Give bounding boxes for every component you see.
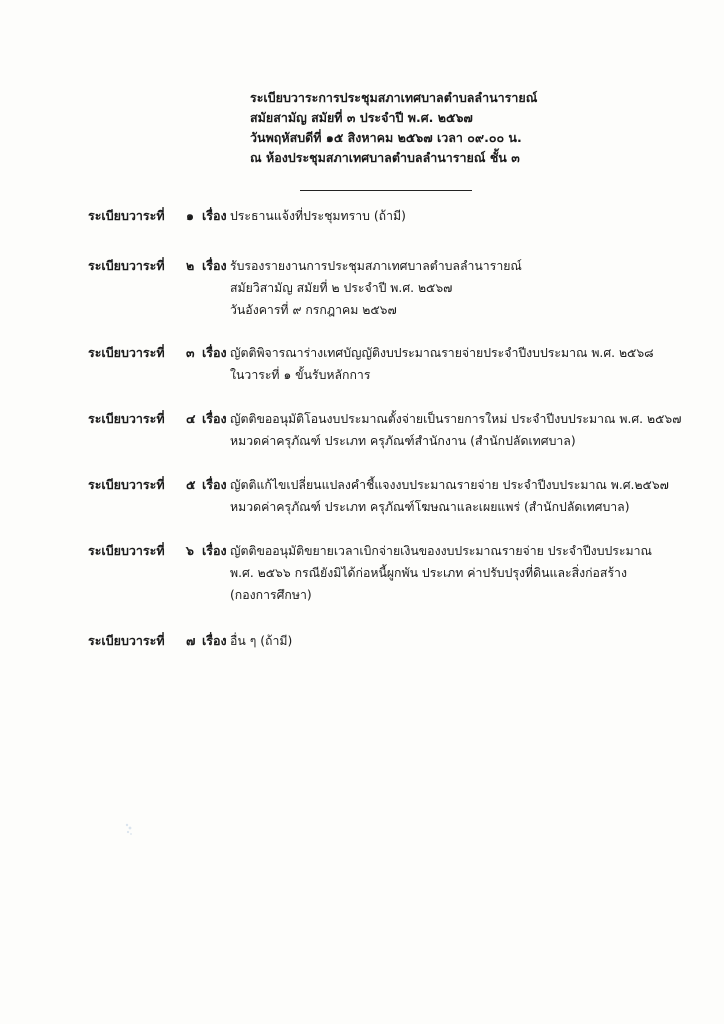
agenda-number: ๔ — [186, 411, 196, 426]
subject-label: เรื่อง — [202, 258, 227, 273]
agenda-line: ประธานแจ้งที่ประชุมทราบ (ถ้ามี) — [230, 209, 406, 223]
agenda-line: ญัตติพิจารณาร่างเทศบัญญัติงบประมาณรายจ่ายประจำปีงบประมาณ พ.ศ. ๒๕๖๘ — [230, 346, 654, 360]
agenda-line: หมวดค่าครุภัณฑ์ ประเภท ครุภัณฑ์สำนักงาน (สำนักปลัดเทศบาล) — [230, 434, 576, 448]
header-date-time: วันพฤหัสบดีที่ ๑๕ สิงหาคม ๒๕๖๗ เวลา ๐๙.๐๐ น. — [250, 130, 522, 145]
subject-label: เรื่อง — [202, 411, 227, 426]
agenda-line: อื่น ๆ (ถ้ามี) — [230, 634, 293, 648]
scan-smudge — [124, 822, 134, 836]
agenda-label: ระเบียบวาระที่ — [88, 208, 165, 223]
subject-label: เรื่อง — [202, 477, 227, 492]
agenda-item-body — [230, 474, 680, 518]
header-title: ระเบียบวาระการประชุมสภาเทศบาลตำบลลำนารายณ์ — [250, 90, 538, 105]
agenda-number: ๑ — [186, 208, 194, 223]
agenda-item-body — [230, 255, 680, 321]
agenda-line: ญัตติขออนุมัติโอนงบประมาณตั้งจ่ายเป็นรายการใหม่ ประจำปีงบประมาณ พ.ศ. ๒๕๖๗ — [230, 412, 682, 426]
agenda-label: ระเบียบวาระที่ — [88, 543, 165, 558]
agenda-line: ในวาระที่ ๑ ขั้นรับหลักการ — [230, 368, 371, 382]
agenda-label: ระเบียบวาระที่ — [88, 633, 165, 648]
agenda-line: พ.ศ. ๒๕๖๖ กรณียังมิได้ก่อหนี้ผูกพัน ประเภท ค่าปรับปรุงที่ดินและสิ่งก่อสร้าง — [230, 566, 627, 580]
subject-label: เรื่อง — [202, 345, 227, 360]
agenda-header — [250, 88, 650, 168]
agenda-line: หมวดค่าครุภัณฑ์ ประเภท ครุภัณฑ์โฆษณาและเผยแพร่ (สำนักปลัดเทศบาล) — [230, 500, 630, 514]
agenda-item-body — [230, 540, 680, 606]
agenda-line: วันอังคารที่ ๙ กรกฎาคม ๒๕๖๗ — [230, 303, 397, 317]
agenda-line: (กองการศึกษา) — [230, 588, 312, 602]
agenda-number: ๓ — [186, 345, 195, 360]
agenda-line: ญัตติแก้ไขเปลี่ยนแปลงคำชี้แจงงบประมาณรายจ่าย ประจำปีงบประมาณ พ.ศ.๒๕๖๗ — [230, 478, 669, 492]
agenda-item-body — [230, 408, 680, 452]
agenda-number: ๒ — [186, 258, 195, 273]
agenda-number: ๕ — [186, 477, 196, 492]
agenda-item-body — [230, 342, 680, 386]
agenda-number: ๖ — [186, 543, 194, 558]
agenda-label: ระเบียบวาระที่ — [88, 477, 165, 492]
agenda-label: ระเบียบวาระที่ — [88, 258, 165, 273]
agenda-label: ระเบียบวาระที่ — [88, 345, 165, 360]
agenda-line: สมัยวิสามัญ สมัยที่ ๒ ประจำปี พ.ศ. ๒๕๖๗ — [230, 281, 453, 295]
agenda-line: รับรองรายงานการประชุมสภาเทศบาลตำบลลำนารายณ์ — [230, 259, 522, 273]
agenda-item-body — [230, 630, 680, 652]
subject-label: เรื่อง — [202, 208, 227, 223]
subject-label: เรื่อง — [202, 543, 227, 558]
header-venue: ณ ห้องประชุมสภาเทศบาลตำบลลำนารายณ์ ชั้น ๓ — [250, 150, 520, 165]
agenda-line: ญัตติขออนุมัติขยายเวลาเบิกจ่ายเงินของงบประมาณรายจ่าย ประจำปีงบประมาณ — [230, 544, 652, 558]
subject-label: เรื่อง — [202, 633, 227, 648]
agenda-label: ระเบียบวาระที่ — [88, 411, 165, 426]
agenda-number: ๗ — [186, 633, 196, 648]
agenda-item-body — [230, 205, 680, 227]
header-session: สมัยสามัญ สมัยที่ ๓ ประจำปี พ.ศ. ๒๕๖๗ — [250, 110, 473, 125]
header-divider — [300, 190, 472, 191]
